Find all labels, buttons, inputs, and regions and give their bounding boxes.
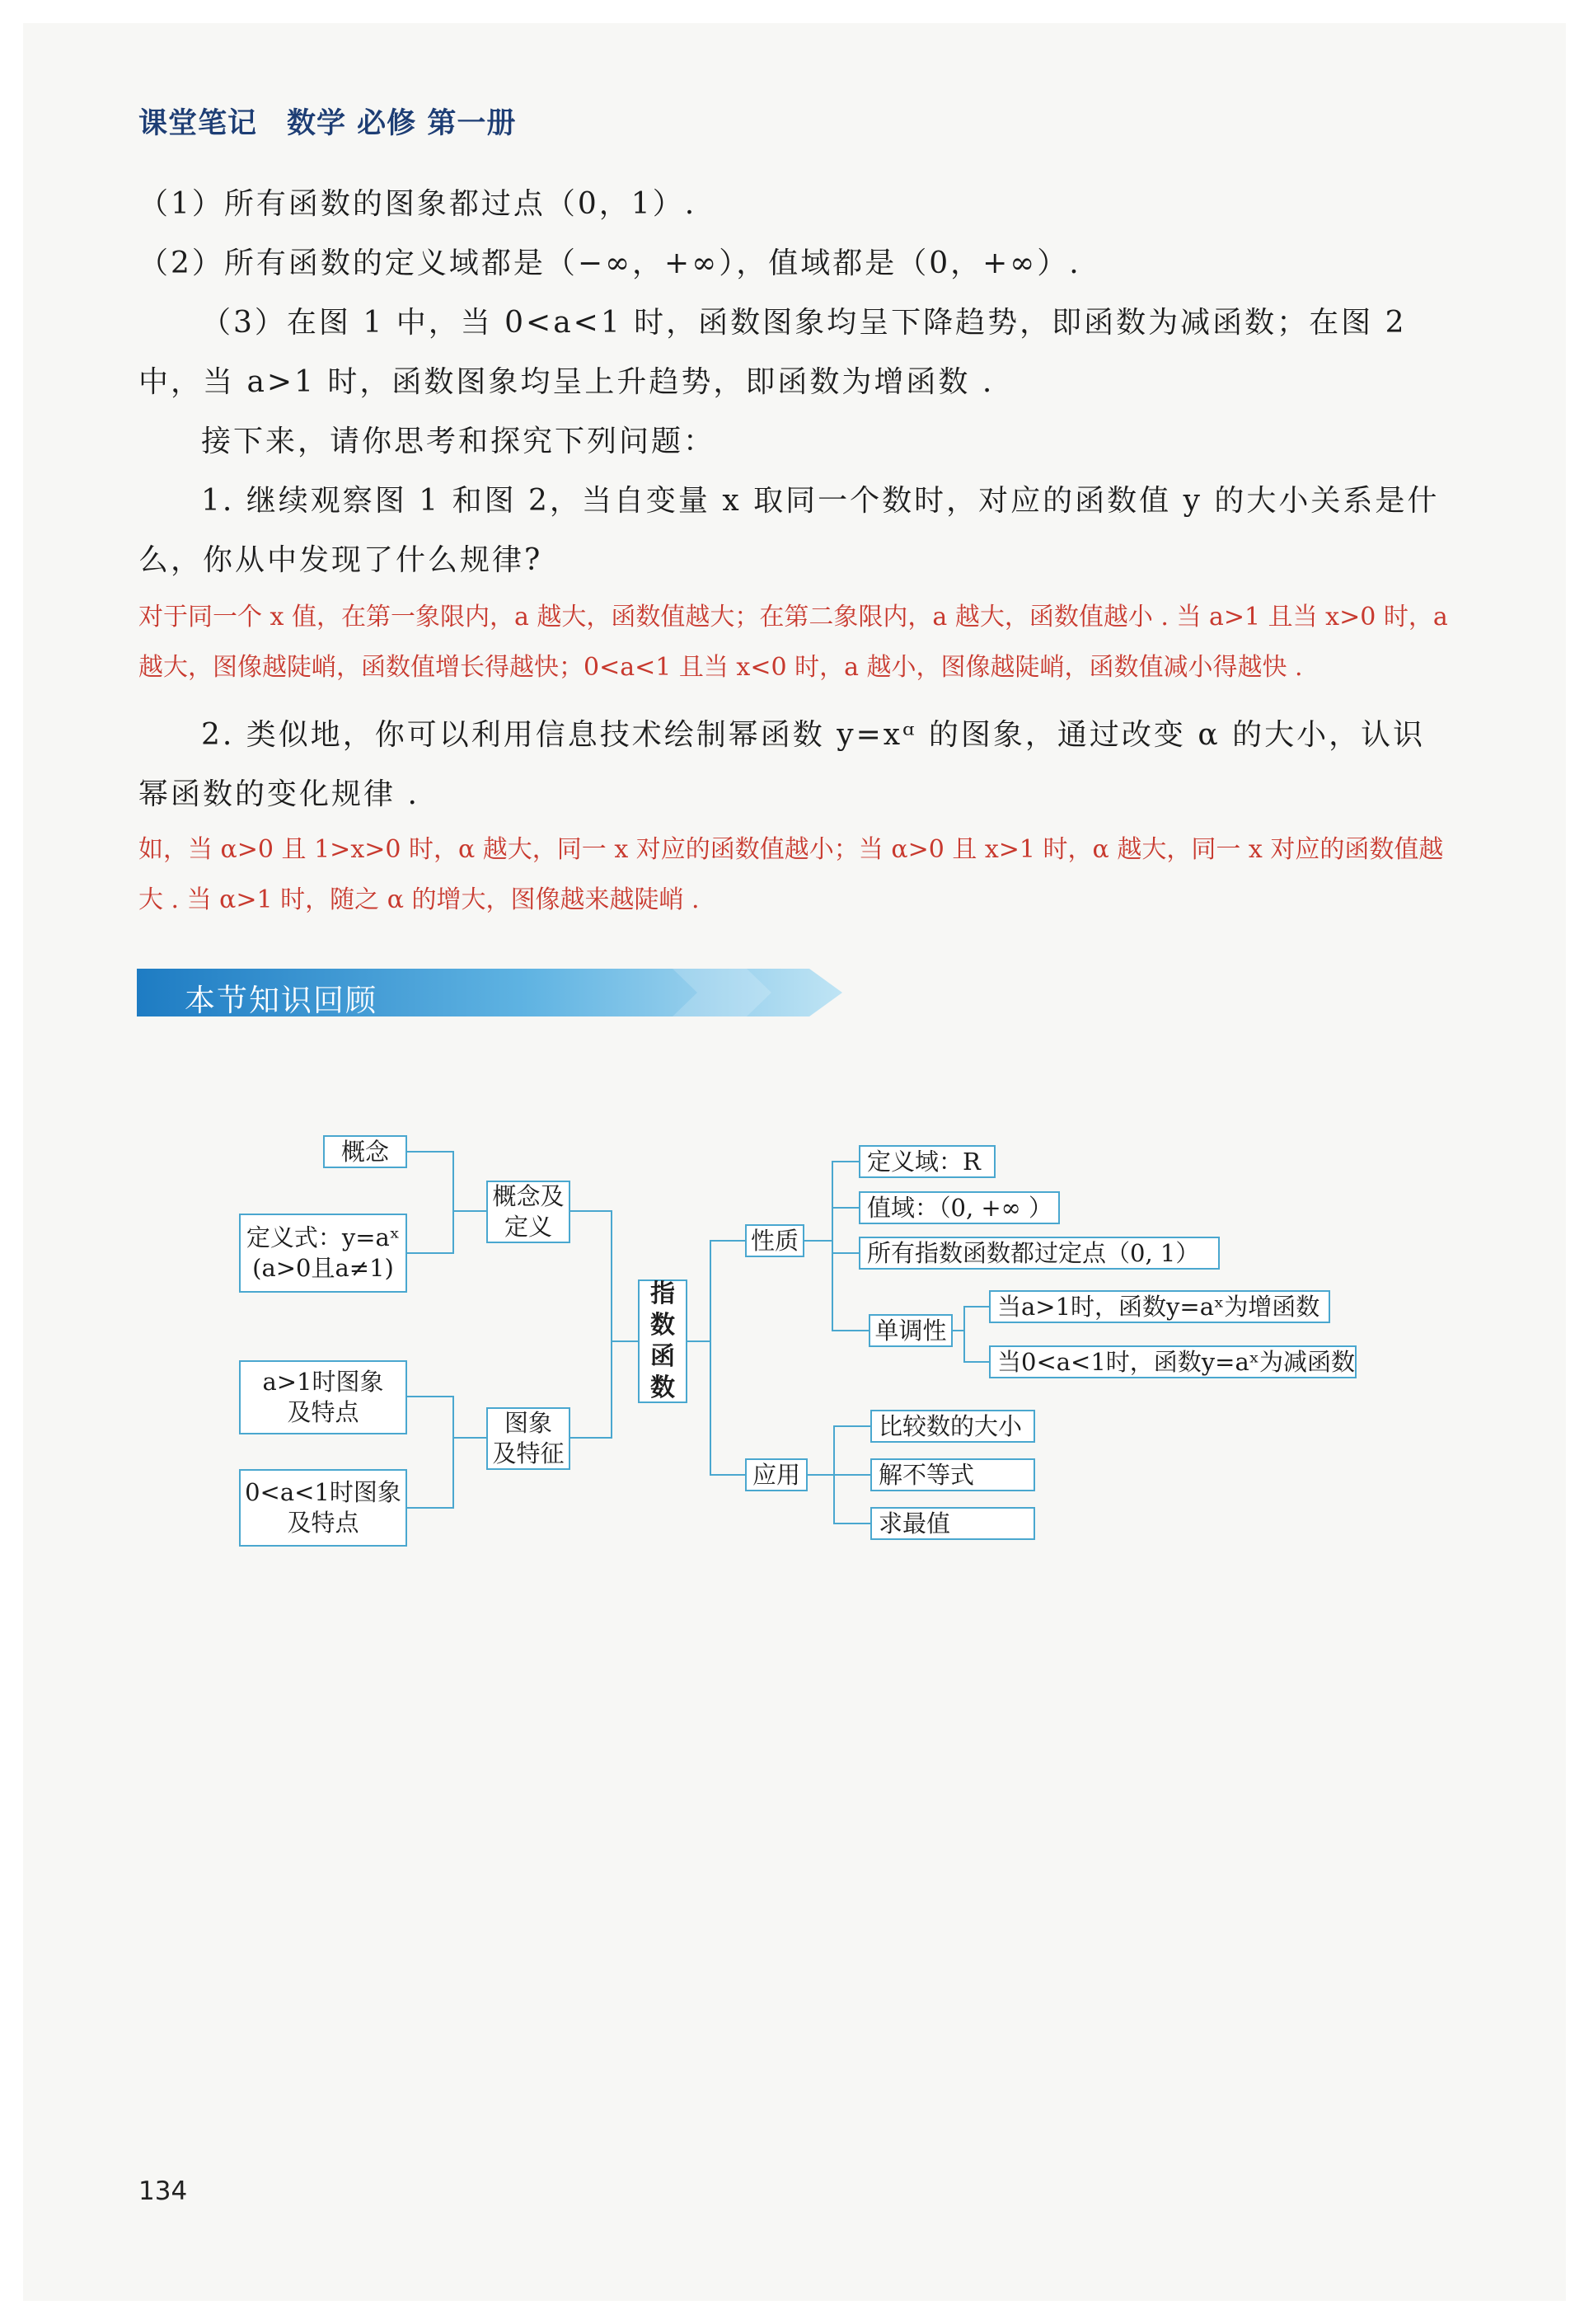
box-decreasing: 当0<a<1时，函数y=aˣ为减函数: [989, 1345, 1357, 1378]
section-banner: [137, 969, 842, 1016]
graph-a-gt-1-line-2: 及特点: [287, 1398, 359, 1426]
box-compare-numbers: 比较数的大小: [870, 1410, 1035, 1443]
graph-a-lt-1-line-2: 及特点: [287, 1509, 359, 1537]
answer-2: 如，当 α>0 且 1>x>0 时，α 越大，同一 x 对应的函数值越小；当 α>0 且 x>1 时，α 越大，同一 x 对应的函数值越大 . 当 α>1 时，随之 α 的增大，图像越来越陡峭 .: [138, 835, 1444, 914]
graph-a-gt-1-line-1: a>1时图象: [262, 1368, 384, 1396]
paragraph-3: （3）在图 1 中，当 0<a<1 时，函数图象均呈下降趋势，即函数为减函数；在图 2 中，当 a>1 时，函数图象均呈上升趋势，即函数为增函数 .: [138, 306, 1407, 399]
graph-features-line-1: 图象: [504, 1409, 552, 1437]
box-graph-a-lt-1: [239, 1469, 407, 1547]
paragraph-2: （2）所有函数的定义域都是（−∞，+∞），值域都是（0，+∞）.: [138, 246, 1081, 280]
box-graph-a-gt-1: [239, 1360, 407, 1434]
box-solve-inequality: 解不等式: [870, 1458, 1035, 1491]
box-extreme-value: 求最值: [870, 1507, 1035, 1540]
graph-a-lt-1-line-1: 0<a<1时图象: [245, 1478, 401, 1506]
box-properties: 性质: [745, 1224, 804, 1257]
box-concept: 概念: [323, 1135, 407, 1168]
paragraph-4: 接下来，请你思考和探究下列问题：: [201, 425, 716, 458]
question-2: 2. 类似地，你可以利用信息技术绘制幂函数 y=xᵅ 的图象，通过改变 α 的大小，认识幂函数的变化规律 .: [138, 718, 1426, 811]
box-applications: 应用: [745, 1458, 808, 1491]
concept-definition-line-2: 定义: [504, 1213, 552, 1241]
box-range: 值域：（0, +∞ ）: [859, 1191, 1060, 1224]
root-char-4: 数: [650, 1373, 675, 1402]
page-number: 134: [138, 2176, 188, 2206]
question-1: 1. 继续观察图 1 和图 2，当自变量 x 取同一个数时，对应的函数值 y 的大小关系是什么，你从中发现了什么规律?: [138, 484, 1440, 577]
section-title: 本节知识回顾: [185, 983, 377, 1018]
paragraph-1: （1）所有函数的图象都过点（0，1）.: [138, 187, 697, 221]
box-fixed-point: 所有指数函数都过定点（0, 1）: [859, 1237, 1220, 1270]
box-definition: [239, 1214, 407, 1293]
definition-line-2: (a>0且a≠1): [252, 1254, 394, 1282]
box-monotonicity: 单调性: [869, 1314, 953, 1347]
box-root-exponential-function: [638, 1279, 687, 1403]
answer-1: 对于同一个 x 值，在第一象限内，a 越大，函数值越大；在第二象限内，a 越大，函数值越小 . 当 a>1 且当 x>0 时，a 越大，图像越陡峭，函数值增长得越快；0<a<1 且当 x<0 时，a 越小，图像越陡峭，函数值减小得越快 .: [138, 603, 1448, 682]
root-char-3: 函: [650, 1342, 675, 1371]
box-graph-and-features: [486, 1407, 570, 1470]
definition-line-1: 定义式：y=aˣ: [246, 1223, 401, 1251]
page-header: 课堂笔记 数学 必修 第一册: [138, 107, 517, 140]
root-char-2: 数: [650, 1311, 675, 1340]
concept-definition-line-1: 概念及: [492, 1182, 565, 1210]
root-char-1: 指: [650, 1279, 675, 1308]
box-domain: 定义域：R: [859, 1145, 996, 1178]
box-increasing: 当a>1时，函数y=aˣ为增函数: [989, 1290, 1330, 1323]
box-concept-and-definition: [486, 1181, 570, 1243]
graph-features-line-2: 及特征: [492, 1439, 565, 1467]
